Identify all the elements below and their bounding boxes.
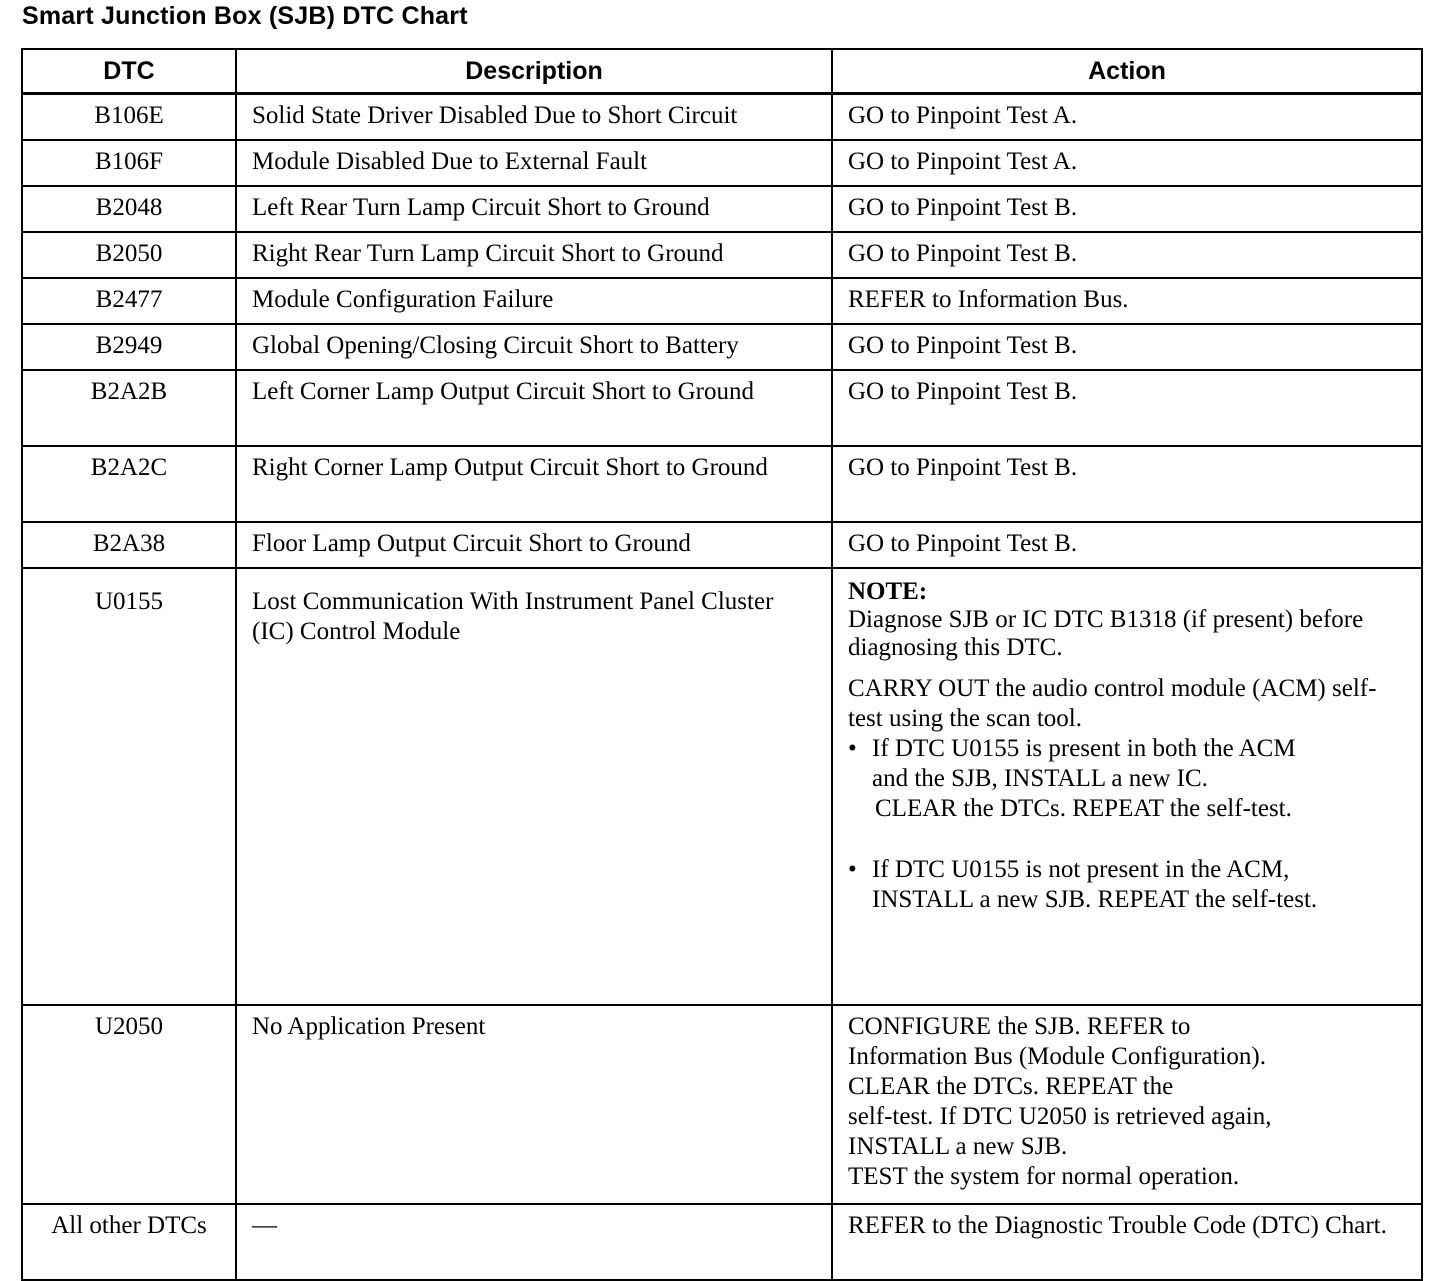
dtc-code: U0155 — [22, 568, 236, 1005]
action-text: CARRY OUT the audio control module (ACM) self-test using the scan tool. — [848, 675, 1377, 732]
dtc-action: GO to Pinpoint Test B. — [832, 232, 1422, 278]
dtc-code: U2050 — [22, 1005, 236, 1204]
dtc-description: Right Rear Turn Lamp Circuit Short to Ground — [236, 232, 832, 278]
dtc-action — [832, 568, 1422, 1005]
note-title: NOTE: — [848, 578, 928, 605]
dtc-table — [21, 48, 1423, 1281]
dtc-action: GO to Pinpoint Test B. — [832, 522, 1422, 568]
column-header-description: Description — [236, 49, 832, 94]
dtc-action: REFER to the Diagnostic Trouble Code (DTC) Chart. — [832, 1204, 1422, 1280]
dtc-description: Solid State Driver Disabled Due to Short Circuit — [236, 94, 832, 141]
column-header-dtc: DTC — [22, 49, 236, 94]
bullet-line: • If DTC U0155 is not present in the ACM, — [872, 856, 1290, 883]
table-row — [22, 324, 1422, 370]
action-line: CONFIGURE the SJB. REFER to — [848, 1013, 1191, 1040]
table-row — [22, 446, 1422, 522]
bullet-line: and the SJB, INSTALL a new IC. — [872, 765, 1208, 792]
page-title: Smart Junction Box (SJB) DTC Chart — [22, 2, 468, 30]
action-line: Information Bus (Module Configuration). — [848, 1043, 1266, 1070]
dtc-code: B2050 — [22, 232, 236, 278]
dtc-action: GO to Pinpoint Test A. — [832, 94, 1422, 141]
action-line: TEST the system for normal operation. — [848, 1163, 1240, 1190]
table-row — [22, 232, 1422, 278]
table-row — [22, 1005, 1422, 1204]
dtc-code: B2A2C — [22, 446, 236, 522]
dtc-action: GO to Pinpoint Test B. — [832, 370, 1422, 446]
dtc-action — [832, 1005, 1422, 1204]
dtc-description: Module Disabled Due to External Fault — [236, 140, 832, 186]
dtc-description: No Application Present — [236, 1005, 832, 1204]
column-header-action: Action — [832, 49, 1422, 94]
table-row — [22, 278, 1422, 324]
table-row — [22, 186, 1422, 232]
dtc-code: B2949 — [22, 324, 236, 370]
note-body: Diagnose SJB or IC DTC B1318 (if present) before diagnosing this DTC. — [848, 606, 1364, 661]
dtc-code: B2A38 — [22, 522, 236, 568]
dtc-description: Global Opening/Closing Circuit Short to Battery — [236, 324, 832, 370]
dtc-action: GO to Pinpoint Test B. — [832, 324, 1422, 370]
dtc-code: B106F — [22, 140, 236, 186]
dtc-code: B2A2B — [22, 370, 236, 446]
dtc-description: Left Corner Lamp Output Circuit Short to Ground — [236, 370, 832, 446]
dtc-description: Lost Communication With Instrument Panel Cluster (IC) Control Module — [236, 568, 832, 1005]
dtc-code: All other DTCs — [22, 1204, 236, 1280]
table-row — [22, 140, 1422, 186]
dtc-action: GO to Pinpoint Test A. — [832, 140, 1422, 186]
dtc-description: Floor Lamp Output Circuit Short to Ground — [236, 522, 832, 568]
table-header-row — [22, 49, 1422, 94]
dtc-description: — — [236, 1204, 832, 1280]
action-line: INSTALL a new SJB. — [848, 1133, 1068, 1160]
table-row — [22, 94, 1422, 141]
dtc-code: B2048 — [22, 186, 236, 232]
table-row — [22, 370, 1422, 446]
dtc-code: B106E — [22, 94, 236, 141]
bullet-line: INSTALL a new SJB. REPEAT the self-test. — [872, 886, 1318, 913]
dtc-description: Module Configuration Failure — [236, 278, 832, 324]
bullet-line: • If DTC U0155 is present in both the ACM — [872, 735, 1296, 762]
dtc-action: GO to Pinpoint Test B. — [832, 186, 1422, 232]
dtc-description: Right Corner Lamp Output Circuit Short to Ground — [236, 446, 832, 522]
bullet-line: CLEAR the DTCs. REPEAT the self-test. — [875, 795, 1292, 822]
table-row — [22, 568, 1422, 1005]
dtc-action: REFER to Information Bus. — [832, 278, 1422, 324]
action-line: self-test. If DTC U2050 is retrieved again, — [848, 1103, 1272, 1130]
action-bullet-list — [848, 734, 1411, 915]
table-row — [22, 1204, 1422, 1280]
dtc-description: Left Rear Turn Lamp Circuit Short to Ground — [236, 186, 832, 232]
list-item — [848, 855, 1411, 915]
table-row — [22, 522, 1422, 568]
dtc-code: B2477 — [22, 278, 236, 324]
list-item — [848, 734, 1411, 824]
dtc-action: GO to Pinpoint Test B. — [832, 446, 1422, 522]
action-line: CLEAR the DTCs. REPEAT the — [848, 1073, 1174, 1100]
